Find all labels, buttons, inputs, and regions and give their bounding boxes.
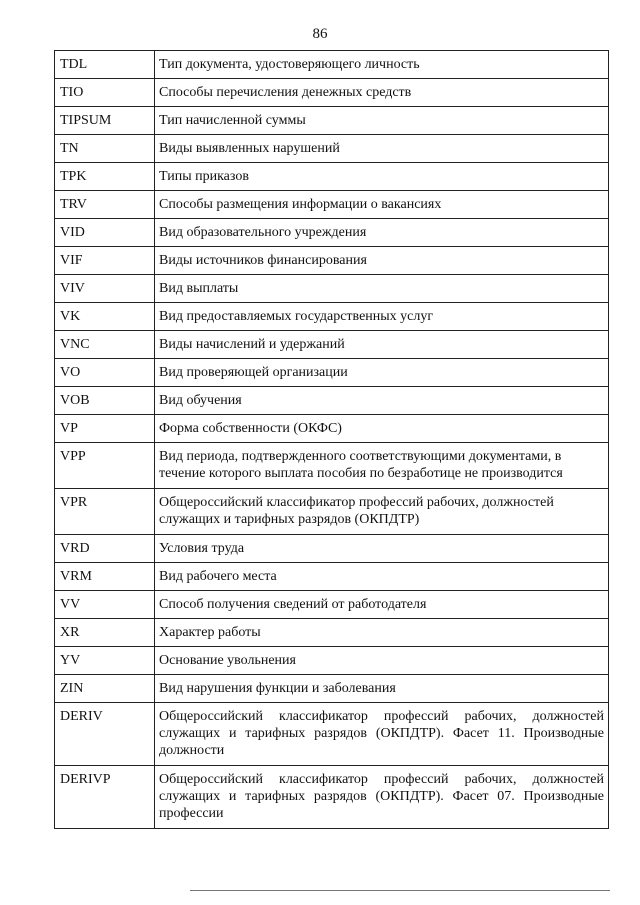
description-cell: Вид выплаты <box>155 275 609 303</box>
code-cell: TIO <box>55 79 155 107</box>
table-row <box>55 135 609 163</box>
table-row <box>55 359 609 387</box>
code-cell: TDL <box>55 51 155 79</box>
code-cell: VV <box>55 591 155 619</box>
table-row <box>55 219 609 247</box>
code-cell: YV <box>55 647 155 675</box>
code-cell: DERIVP <box>55 766 155 829</box>
description-cell: Виды выявленных нарушений <box>155 135 609 163</box>
code-cell: VP <box>55 415 155 443</box>
code-cell: TN <box>55 135 155 163</box>
code-cell: TPK <box>55 163 155 191</box>
table-row <box>55 766 609 829</box>
table-row <box>55 619 609 647</box>
table-row <box>55 303 609 331</box>
table-row <box>55 415 609 443</box>
table-row <box>55 107 609 135</box>
code-cell: VRM <box>55 563 155 591</box>
code-cell: VID <box>55 219 155 247</box>
description-cell: Условия труда <box>155 535 609 563</box>
description-cell: Общероссийский классификатор профессий рабочих, должностей служащих и тарифных разрядов (ОКПДТР). Фасет 07. Производные профессии <box>155 766 609 829</box>
table-row <box>55 163 609 191</box>
table-row <box>55 191 609 219</box>
table-row <box>55 79 609 107</box>
table-row <box>55 51 609 79</box>
code-cell: XR <box>55 619 155 647</box>
description-cell: Вид образовательного учреждения <box>155 219 609 247</box>
description-cell: Вид обучения <box>155 387 609 415</box>
table-row <box>55 275 609 303</box>
code-cell: DERIV <box>55 703 155 766</box>
description-cell: Форма собственности (ОКФС) <box>155 415 609 443</box>
code-cell: VPR <box>55 489 155 535</box>
table-row <box>55 535 609 563</box>
description-cell: Способы размещения информации о вакансиях <box>155 191 609 219</box>
page-number: 86 <box>312 26 328 42</box>
table-row <box>55 675 609 703</box>
code-cell: VPP <box>55 443 155 489</box>
code-cell: VNC <box>55 331 155 359</box>
description-cell: Вид предоставляемых государственных услуг <box>155 303 609 331</box>
description-cell: Характер работы <box>155 619 609 647</box>
description-cell: Вид нарушения функции и заболевания <box>155 675 609 703</box>
code-cell: VIF <box>55 247 155 275</box>
code-table <box>54 50 609 829</box>
description-cell: Вид проверяющей организации <box>155 359 609 387</box>
table-row <box>55 703 609 766</box>
bottom-rule <box>190 890 610 891</box>
description-cell: Общероссийский классификатор профессий рабочих, должностей служащих и тарифных разрядов (ОКПДТР). Фасет 11. Производные должности <box>155 703 609 766</box>
code-cell: VOB <box>55 387 155 415</box>
description-cell: Вид периода, подтвержденного соответствующими документами, в течение которого выплата пособия по безработице не производится <box>155 443 609 489</box>
code-cell: TIPSUM <box>55 107 155 135</box>
table-row <box>55 247 609 275</box>
table-row <box>55 647 609 675</box>
description-cell: Тип начисленной суммы <box>155 107 609 135</box>
code-cell: TRV <box>55 191 155 219</box>
description-cell: Виды источников финансирования <box>155 247 609 275</box>
description-cell: Общероссийский классификатор профессий рабочих, должностей служащих и тарифных разрядов (ОКПДТР) <box>155 489 609 535</box>
description-cell: Тип документа, удостоверяющего личность <box>155 51 609 79</box>
table-row <box>55 443 609 489</box>
description-cell: Виды начислений и удержаний <box>155 331 609 359</box>
table-row <box>55 489 609 535</box>
code-cell: VIV <box>55 275 155 303</box>
code-cell: VK <box>55 303 155 331</box>
table-row <box>55 563 609 591</box>
description-cell: Типы приказов <box>155 163 609 191</box>
code-cell: ZIN <box>55 675 155 703</box>
table-row <box>55 387 609 415</box>
code-cell: VRD <box>55 535 155 563</box>
table-row <box>55 591 609 619</box>
description-cell: Вид рабочего места <box>155 563 609 591</box>
table-row <box>55 331 609 359</box>
description-cell: Способ получения сведений от работодателя <box>155 591 609 619</box>
description-cell: Способы перечисления денежных средств <box>155 79 609 107</box>
description-cell: Основание увольнения <box>155 647 609 675</box>
code-cell: VO <box>55 359 155 387</box>
